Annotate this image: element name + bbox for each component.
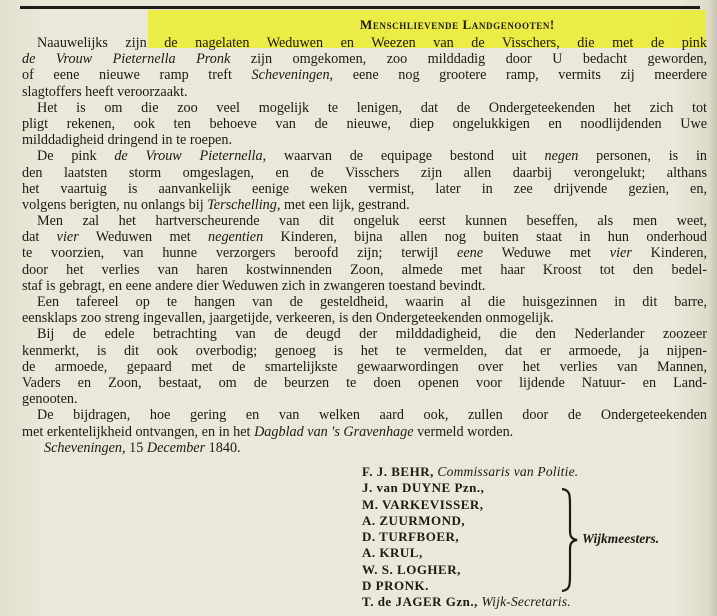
signatory-name: M. VARKEVISSER, [362, 496, 484, 512]
paragraph-6-line-0: De bijdragen, hoe gering en van welken aard ook, zullen door de Ondergeteekenden [37, 407, 707, 424]
signatory-row [362, 480, 578, 496]
paragraph-2-line-0: De pink de Vrouw Pieternella, waarvan de equipage bestond uit negen personen, is in [37, 148, 707, 165]
signatory-row [362, 513, 578, 529]
paragraph-0-line-0: Naauwelijks zijn de nagelaten Weduwen en Weezen van de Visschers, die met de pink [37, 35, 707, 51]
paragraph-2-line-2: het vaartuig is aanvankelijk eenige weken vermist, later in zee drijvende gezien, en, [22, 180, 707, 197]
signatory-name: J. van DUYNE Pzn., [362, 480, 485, 496]
signatory-role: Wijk-Secretaris. [477, 594, 571, 610]
paragraph-2-line-3: volgens berigten, nu onlangs bij Terschelling, met een lijk, gestrand. [22, 196, 410, 213]
paragraph-4-line-1: eensklaps zoo streng ingevallen, jaargetijde, verkeeren, is den Ondergeteekenden onmogelijk. [22, 310, 554, 327]
signatory-name: D PRONK. [362, 578, 429, 594]
paragraph-5-line-4: genooten. [22, 391, 78, 408]
paragraph-1-line-0: Het is om die zoo veel mogelijk te lenigen, dat de Ondergeteekenden het zich tot [37, 99, 707, 116]
group-label: Wijkmeesters. [582, 531, 660, 546]
signatory-row [362, 578, 578, 594]
paragraph-6-line-1: met erkentelijkheid ontvangen, en in het Dagblad van 's Gravenhage vermeld worden. [22, 423, 514, 440]
signatory-name: A. KRUL, [362, 545, 423, 561]
paragraph-4-line-0: Een tafereel op te hangen van de gesteldheid, waarin al die huisgezinnen in dit barre, [37, 294, 707, 310]
paragraph-3-line-0: Men zal het hartverscheurende van dit ongeluk eerst kunnen beseffen, als men weet, [37, 213, 707, 230]
heading: Menschlievende Landgenooten! [360, 17, 555, 32]
signatory-name: T. de JAGER Gzn., [362, 594, 478, 610]
paragraph-5-line-0: Bij de edele betrachting van de deugd der milddadigheid, die den Nederlander zoozeer [37, 326, 707, 343]
brace-icon [558, 487, 580, 593]
signatory-row [362, 497, 578, 513]
signatory-role: Commissaris van Politie. [433, 464, 579, 479]
paragraph-3-line-3: door het verlies van haren kostwinnenden Zoon, almede met haar Kroost tot den bedel- [22, 261, 707, 278]
paragraph-5-line-3: Vaders en Zoon, bestaat, om de beurzen te doen openen voor lijdende Natuur- en Land- [22, 374, 707, 391]
signatory-row [362, 529, 578, 545]
signatory-row [362, 545, 578, 561]
paragraph-5-line-1: kenmerkt, is dit ook overbodig; genoeg is het te vermelden, dat er armoede, ja nijpen- [22, 342, 707, 359]
paragraph-2-line-1: den laatsten storm omgeslagen, en de Visschers zijn allen daarbij verongelukt; althans [22, 164, 707, 181]
paragraph-0-line-3: slagtoffers heeft veroorzaakt. [22, 83, 188, 100]
paragraph-0-line-1: de Vrouw Pieternella Pronk zijn omgekomen, zoo milddadig door U bedacht geworden, [22, 51, 708, 68]
top-rule [20, 6, 700, 9]
page-edge-shadow [709, 0, 717, 616]
dateline: Scheveningen, 15 December 1840. [44, 439, 241, 456]
signatory-name: D. TURFBOER, [362, 529, 460, 545]
signatory-row [362, 594, 578, 610]
paragraph-3-line-1: dat vier Weduwen met negentien Kinderen, bijna allen nog buiten staat in hun onderhoud [22, 229, 707, 246]
paragraph-1-line-1: pligt rekenen, ook ten behoeve van de nieuwe, diep ongelukkigen en noodlijdenden Uwe [22, 115, 707, 132]
signatory-row [362, 562, 578, 578]
signatory-name: W. S. LOGHER, [362, 561, 461, 577]
paragraph-3-line-4: staf is gebragt, en eene andere dier Weduwen zich in zwangeren toestand bevindt. [22, 277, 486, 294]
paragraph-3-line-2: te voorzien, van hunne verzorgers beroofd zijn; terwijl eene Weduwe met vier Kinderen, [22, 245, 707, 262]
paragraph-5-line-2: de armoede, gepaard met de smartelijkste gewaarwordingen over het verlies van Mannen, [22, 358, 707, 375]
article-body [22, 35, 707, 456]
paragraph-1-line-2: milddadigheid dringend in te roepen. [22, 132, 232, 149]
paragraph-0-line-2: of eene nieuwe ramp treft Scheveningen, eene nog grootere ramp, vermits zij meerdere [22, 67, 708, 84]
signatory-row [362, 464, 578, 480]
signatories [362, 464, 578, 611]
signatory-name: F. J. BEHR, [362, 464, 434, 479]
signatory-name: A. ZUURMOND, [362, 512, 466, 528]
